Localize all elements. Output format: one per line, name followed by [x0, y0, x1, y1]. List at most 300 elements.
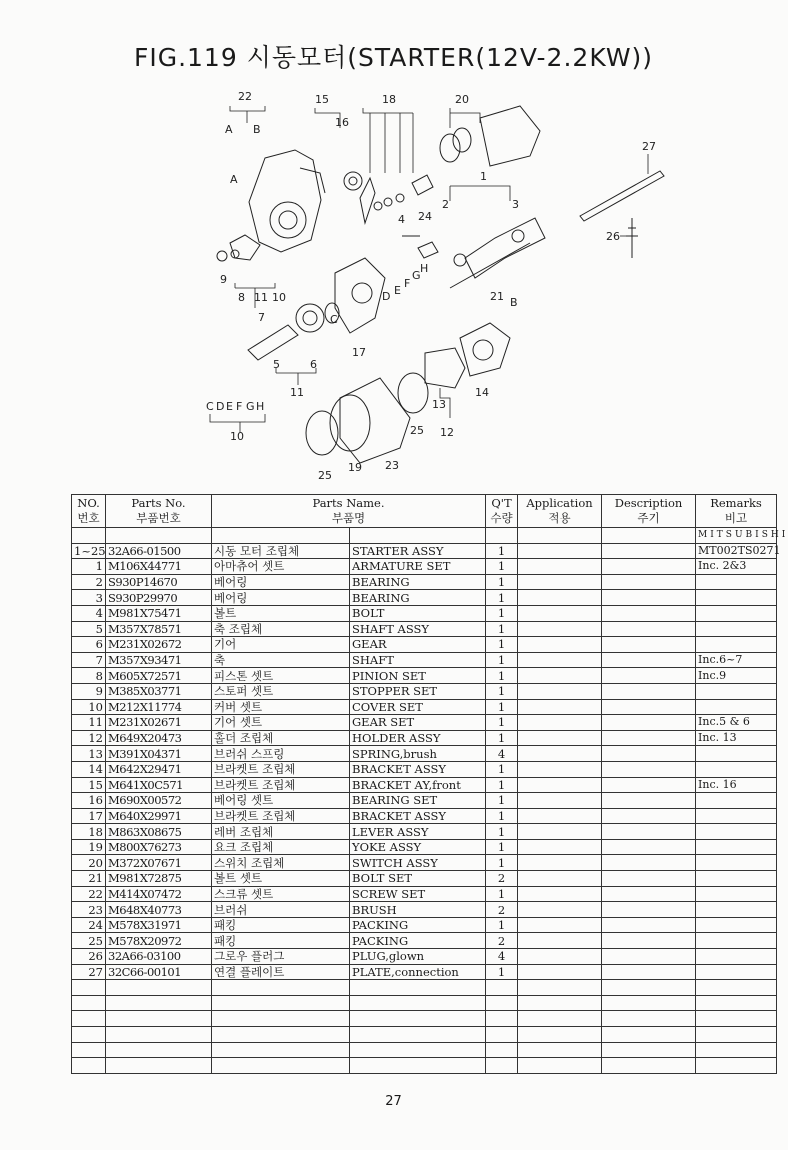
table-row	[72, 855, 777, 871]
table-cell-name-en: BRACKET ASSY	[350, 761, 486, 777]
table-cell-no: 14	[72, 761, 106, 777]
table-cell-remarks	[696, 902, 777, 918]
table-cell-no: 19	[72, 839, 106, 855]
table-row	[72, 715, 777, 731]
svg-text:A: A	[230, 173, 238, 186]
svg-text:F: F	[236, 400, 243, 413]
table-row	[72, 605, 777, 621]
table-cell-description	[602, 886, 696, 902]
table-row	[72, 746, 777, 762]
table-cell-name-en: SPRING,brush	[350, 746, 486, 762]
table-cell-name-ko: 그로우 플러그	[212, 949, 350, 965]
bracket-part-14	[460, 323, 510, 376]
svg-text:13: 13	[432, 398, 446, 411]
svg-text:10: 10	[230, 430, 244, 443]
table-cell-name-ko: 피스톤 셋트	[212, 668, 350, 684]
table-cell-description	[602, 637, 696, 653]
svg-text:27: 27	[642, 140, 656, 153]
table-cell-qty: 2	[486, 933, 518, 949]
table-cell-remarks: Inc. 13	[696, 730, 777, 746]
table-cell-part-no: M605X72571	[106, 668, 212, 684]
table-cell-name-en: HOLDER ASSY	[350, 730, 486, 746]
table-cell-part-no: 32C66-00101	[106, 964, 212, 980]
svg-text:25: 25	[318, 469, 332, 482]
table-cell-qty: 1	[486, 715, 518, 731]
svg-text:H: H	[256, 400, 265, 413]
table-cell-name-ko: 스토퍼 셋트	[212, 683, 350, 699]
table-cell-no: 21	[72, 871, 106, 887]
remarks-cell: MITSUBISHI	[696, 528, 777, 544]
table-cell-description	[602, 699, 696, 715]
table-cell-name-en: BEARING SET	[350, 793, 486, 809]
table-cell-qty: 1	[486, 590, 518, 606]
table-cell-description	[602, 949, 696, 965]
svg-text:24: 24	[418, 210, 432, 223]
table-cell-application	[518, 886, 602, 902]
table-cell-remarks	[696, 886, 777, 902]
table-cell-name-en: LEVER ASSY	[350, 824, 486, 840]
svg-text:F: F	[404, 277, 411, 290]
svg-text:17: 17	[352, 346, 366, 359]
table-cell-application	[518, 746, 602, 762]
table-row	[72, 777, 777, 793]
table-cell-application	[518, 777, 602, 793]
svg-text:8: 8	[238, 291, 245, 304]
table-cell-description	[602, 668, 696, 684]
table-cell-part-no: M981X75471	[106, 605, 212, 621]
table-cell-qty: 1	[486, 964, 518, 980]
table-cell-name-en: GEAR SET	[350, 715, 486, 731]
table-cell-application	[518, 824, 602, 840]
table-cell-no: 6	[72, 637, 106, 653]
table-cell-name-en: ARMATURE SET	[350, 559, 486, 575]
table-cell-no: 5	[72, 621, 106, 637]
table-cell-part-no: M690X00572	[106, 793, 212, 809]
header-qty: Q'T 수량	[486, 495, 518, 528]
table-cell-name-en: SHAFT ASSY	[350, 621, 486, 637]
table-cell-name-en: BEARING	[350, 590, 486, 606]
table-cell-remarks: Inc. 2&3	[696, 559, 777, 575]
table-cell-description	[602, 871, 696, 887]
svg-text:26: 26	[606, 230, 620, 243]
table-cell-part-no: M640X29971	[106, 808, 212, 824]
table-cell-description	[602, 715, 696, 731]
table-cell-description	[602, 543, 696, 559]
empty-row	[72, 1042, 777, 1058]
table-cell-no: 23	[72, 902, 106, 918]
table-cell-no: 8	[72, 668, 106, 684]
table-row	[72, 902, 777, 918]
svg-text:16: 16	[335, 116, 349, 129]
svg-text:1: 1	[480, 170, 487, 183]
header-application: Application 적용	[518, 495, 602, 528]
table-cell-description	[602, 730, 696, 746]
table-cell-part-no: M981X72875	[106, 871, 212, 887]
table-cell-name-en: BOLT SET	[350, 871, 486, 887]
table-cell-no: 12	[72, 730, 106, 746]
shaft-part	[248, 325, 298, 360]
svg-text:3: 3	[512, 198, 519, 211]
table-cell-part-no: M391X04371	[106, 746, 212, 762]
table-cell-no: 1~25	[72, 543, 106, 559]
table-cell-name-ko: 스크류 셋트	[212, 886, 350, 902]
table-row	[72, 559, 777, 575]
svg-text:15: 15	[315, 93, 329, 106]
table-cell-no: 4	[72, 605, 106, 621]
table-cell-remarks	[696, 605, 777, 621]
table-header-row	[72, 495, 777, 528]
table-cell-no: 3	[72, 590, 106, 606]
table-cell-name-en: BRACKET AY,front	[350, 777, 486, 793]
table-cell-name-en: SCREW SET	[350, 886, 486, 902]
table-cell-name-ko: 브라켓트 조립체	[212, 808, 350, 824]
table-row	[72, 683, 777, 699]
svg-text:D: D	[216, 400, 225, 413]
table-cell-no: 22	[72, 886, 106, 902]
table-cell-part-no: M642X29471	[106, 761, 212, 777]
table-row	[72, 964, 777, 980]
page-number: 27	[385, 1094, 402, 1109]
table-cell-remarks	[696, 793, 777, 809]
table-row	[72, 761, 777, 777]
table-cell-no: 24	[72, 917, 106, 933]
table-row	[72, 793, 777, 809]
parts-table	[71, 494, 788, 1074]
table-cell-qty: 1	[486, 574, 518, 590]
table-row	[72, 839, 777, 855]
table-cell-application	[518, 637, 602, 653]
table-cell-name-ko: 브라켓트 조립체	[212, 777, 350, 793]
table-cell-part-no: M106X44771	[106, 559, 212, 575]
table-cell-name-ko: 베어링	[212, 574, 350, 590]
table-cell-remarks	[696, 917, 777, 933]
table-cell-remarks	[696, 590, 777, 606]
table-cell-application	[518, 621, 602, 637]
table-cell-no: 15	[72, 777, 106, 793]
table-cell-no: 26	[72, 949, 106, 965]
table-cell-remarks	[696, 964, 777, 980]
table-cell-no: 10	[72, 699, 106, 715]
table-cell-name-en: PINION SET	[350, 668, 486, 684]
table-cell-name-en: PLATE,connection	[350, 964, 486, 980]
svg-text:4: 4	[398, 213, 405, 226]
table-cell-part-no: M385X03771	[106, 683, 212, 699]
svg-text:C: C	[206, 400, 214, 413]
table-cell-part-no: M212X11774	[106, 699, 212, 715]
table-cell-name-ko: 연결 플레이트	[212, 964, 350, 980]
table-cell-application	[518, 855, 602, 871]
table-cell-name-ko: 스위치 조립체	[212, 855, 350, 871]
table-cell-no: 17	[72, 808, 106, 824]
table-cell-qty: 1	[486, 824, 518, 840]
table-cell-description	[602, 652, 696, 668]
table-cell-part-no: M231X02671	[106, 715, 212, 731]
table-cell-qty: 1	[486, 855, 518, 871]
table-cell-name-en: BRACKET ASSY	[350, 808, 486, 824]
table-row	[72, 949, 777, 965]
table-cell-part-no: M414X07472	[106, 886, 212, 902]
table-cell-qty: 1	[486, 559, 518, 575]
table-cell-description	[602, 559, 696, 575]
table-cell-qty: 1	[486, 808, 518, 824]
svg-text:20: 20	[455, 93, 469, 106]
svg-text:6: 6	[310, 358, 317, 371]
table-cell-qty: 1	[486, 761, 518, 777]
table-cell-part-no: M372X07671	[106, 855, 212, 871]
table-cell-remarks	[696, 574, 777, 590]
table-cell-no: 7	[72, 652, 106, 668]
table-cell-name-en: PACKING	[350, 917, 486, 933]
gear-part	[296, 304, 324, 332]
table-cell-no: 27	[72, 964, 106, 980]
table-cell-name-en: SWITCH ASSY	[350, 855, 486, 871]
table-row	[72, 637, 777, 653]
armature-part	[465, 218, 545, 278]
table-row	[72, 933, 777, 949]
table-cell-part-no: M800X76273	[106, 839, 212, 855]
table-cell-part-no: M231X02672	[106, 637, 212, 653]
table-cell-name-ko: 축	[212, 652, 350, 668]
table-cell-application	[518, 699, 602, 715]
table-cell-qty: 1	[486, 605, 518, 621]
table-row	[72, 621, 777, 637]
table-cell-description	[602, 824, 696, 840]
table-cell-name-ko: 브라켓트 조립체	[212, 761, 350, 777]
svg-text:18: 18	[382, 93, 396, 106]
table-cell-remarks	[696, 933, 777, 949]
table-cell-application	[518, 949, 602, 965]
table-cell-name-ko: 브러쉬 스프링	[212, 746, 350, 762]
table-cell-remarks	[696, 746, 777, 762]
rear-bracket-part	[335, 258, 385, 333]
table-cell-remarks: MT002TS0271	[696, 543, 777, 559]
table-cell-name-ko: 기어	[212, 637, 350, 653]
svg-text:9: 9	[220, 273, 227, 286]
table-cell-description	[602, 590, 696, 606]
table-cell-qty: 1	[486, 777, 518, 793]
table-cell-name-ko: 커버 셋트	[212, 699, 350, 715]
table-cell-qty: 1	[486, 917, 518, 933]
table-cell-no: 2	[72, 574, 106, 590]
table-cell-application	[518, 964, 602, 980]
table-cell-qty: 2	[486, 871, 518, 887]
table-cell-part-no: 32A66-01500	[106, 543, 212, 559]
table-cell-part-no: M648X40773	[106, 902, 212, 918]
table-cell-description	[602, 964, 696, 980]
header-no: NO. 번호	[72, 495, 106, 528]
table-cell-part-no: M578X31971	[106, 917, 212, 933]
table-cell-qty: 4	[486, 746, 518, 762]
table-cell-remarks	[696, 683, 777, 699]
svg-text:21: 21	[490, 290, 504, 303]
table-cell-name-ko: 패킹	[212, 917, 350, 933]
bearing-part	[344, 172, 362, 190]
table-cell-remarks	[696, 699, 777, 715]
table-cell-application	[518, 761, 602, 777]
table-cell-name-ko: 축 조립체	[212, 621, 350, 637]
table-cell-name-ko: 볼트 셋트	[212, 871, 350, 887]
table-cell-qty: 1	[486, 730, 518, 746]
table-cell-qty: 1	[486, 699, 518, 715]
table-cell-remarks	[696, 855, 777, 871]
table-cell-remarks: Inc.9	[696, 668, 777, 684]
table-cell-name-en: PACKING	[350, 933, 486, 949]
svg-text:11: 11	[290, 386, 304, 399]
table-cell-name-en: YOKE ASSY	[350, 839, 486, 855]
table-cell-application	[518, 605, 602, 621]
table-cell-description	[602, 793, 696, 809]
table-cell-name-en: BEARING	[350, 574, 486, 590]
table-row	[72, 574, 777, 590]
table-cell-application	[518, 543, 602, 559]
table-cell-application	[518, 902, 602, 918]
table-cell-name-en: GEAR	[350, 637, 486, 653]
page-title: FIG.119 시동모터(STARTER(12V-2.2KW))	[133, 43, 654, 72]
header-parts-name: Parts Name. 부품명	[212, 495, 486, 528]
table-cell-qty: 1	[486, 886, 518, 902]
table-cell-description	[602, 933, 696, 949]
table-cell-qty: 1	[486, 652, 518, 668]
svg-text:12: 12	[440, 426, 454, 439]
empty-row	[72, 1027, 777, 1043]
table-cell-no: 13	[72, 746, 106, 762]
svg-text:11: 11	[254, 291, 268, 304]
table-cell-description	[602, 761, 696, 777]
table-cell-remarks	[696, 949, 777, 965]
glow-plug-part	[626, 218, 638, 258]
table-cell-part-no: M641X0C571	[106, 777, 212, 793]
table-cell-remarks	[696, 621, 777, 637]
svg-text:C: C	[330, 313, 338, 326]
table-cell-remarks: Inc.6~7	[696, 652, 777, 668]
table-cell-part-no: M649X20473	[106, 730, 212, 746]
table-cell-name-ko: 기어 셋트	[212, 715, 350, 731]
svg-text:22: 22	[238, 90, 252, 103]
front-bracket-part	[249, 150, 321, 252]
connection-plate-part	[580, 171, 664, 221]
table-cell-description	[602, 917, 696, 933]
table-cell-application	[518, 559, 602, 575]
svg-text:25: 25	[410, 424, 424, 437]
table-cell-description	[602, 683, 696, 699]
table-cell-description	[602, 574, 696, 590]
table-cell-application	[518, 933, 602, 949]
table-cell-name-ko: 볼트	[212, 605, 350, 621]
table-row	[72, 543, 777, 559]
table-cell-application	[518, 590, 602, 606]
table-cell-part-no: S930P14670	[106, 574, 212, 590]
switch-part	[480, 106, 540, 166]
table-cell-description	[602, 855, 696, 871]
table-cell-no: 1	[72, 559, 106, 575]
table-cell-name-ko: 패킹	[212, 933, 350, 949]
empty-row	[72, 980, 777, 996]
table-cell-name-ko: 베어링	[212, 590, 350, 606]
table-cell-name-en: STOPPER SET	[350, 683, 486, 699]
svg-text:10: 10	[272, 291, 286, 304]
table-cell-description	[602, 902, 696, 918]
table-row	[72, 528, 777, 544]
table-cell-name-ko: 시동 모터 조립체	[212, 543, 350, 559]
table-cell-name-en: BOLT	[350, 605, 486, 621]
table-cell-no: 9	[72, 683, 106, 699]
table-cell-name-ko: 요크 조립체	[212, 839, 350, 855]
table-cell-part-no: S930P29970	[106, 590, 212, 606]
svg-text:E: E	[226, 400, 233, 413]
table-cell-no: 18	[72, 824, 106, 840]
table-cell-part-no: M357X78571	[106, 621, 212, 637]
header-remarks: Remarks 비고	[696, 495, 777, 528]
table-cell-name-ko: 브러쉬	[212, 902, 350, 918]
table-cell-name-en: STARTER ASSY	[350, 543, 486, 559]
table-cell-remarks: Inc.5 & 6	[696, 715, 777, 731]
table-row	[72, 917, 777, 933]
svg-text:G: G	[412, 269, 421, 282]
svg-text:E: E	[394, 284, 401, 297]
exploded-parts-diagram	[150, 88, 680, 483]
table-cell-name-ko: 베어링 셋트	[212, 793, 350, 809]
table-cell-name-ko: 레버 조립체	[212, 824, 350, 840]
table-row	[72, 808, 777, 824]
table-cell-remarks	[696, 871, 777, 887]
table-cell-remarks	[696, 637, 777, 653]
table-cell-application	[518, 808, 602, 824]
svg-text:14: 14	[475, 386, 489, 399]
yoke-part	[340, 378, 410, 463]
table-cell-part-no: M578X20972	[106, 933, 212, 949]
table-cell-name-en: COVER SET	[350, 699, 486, 715]
table-cell-qty: 1	[486, 668, 518, 684]
table-cell-application	[518, 730, 602, 746]
table-cell-application	[518, 652, 602, 668]
svg-text:7: 7	[258, 311, 265, 324]
table-cell-name-ko: 아마츄어 셋트	[212, 559, 350, 575]
table-cell-remarks	[696, 824, 777, 840]
svg-text:G: G	[246, 400, 255, 413]
table-cell-remarks	[696, 761, 777, 777]
table-cell-qty: 1	[486, 793, 518, 809]
table-cell-description	[602, 808, 696, 824]
table-cell-qty: 2	[486, 902, 518, 918]
header-description: Description 주기	[602, 495, 696, 528]
svg-text:B: B	[510, 296, 518, 309]
table-cell-no: 25	[72, 933, 106, 949]
svg-text:2: 2	[442, 198, 449, 211]
table-cell-application	[518, 839, 602, 855]
table-cell-part-no: M357X93471	[106, 652, 212, 668]
table-cell-application	[518, 917, 602, 933]
table-row	[72, 668, 777, 684]
table-cell-description	[602, 777, 696, 793]
table-cell-name-en: SHAFT	[350, 652, 486, 668]
table-cell-application	[518, 683, 602, 699]
table-row	[72, 824, 777, 840]
table-cell-description	[602, 746, 696, 762]
svg-text:19: 19	[348, 461, 362, 474]
svg-text:H: H	[420, 262, 429, 275]
svg-text:5: 5	[273, 358, 280, 371]
table-cell-remarks	[696, 808, 777, 824]
svg-text:B: B	[253, 123, 261, 136]
table-cell-name-en: BRUSH	[350, 902, 486, 918]
table-row	[72, 699, 777, 715]
table-row	[72, 871, 777, 887]
table-cell-application	[518, 871, 602, 887]
holder-part	[425, 348, 465, 388]
table-cell-no: 11	[72, 715, 106, 731]
table-cell-qty: 4	[486, 949, 518, 965]
packing-part	[306, 411, 338, 455]
